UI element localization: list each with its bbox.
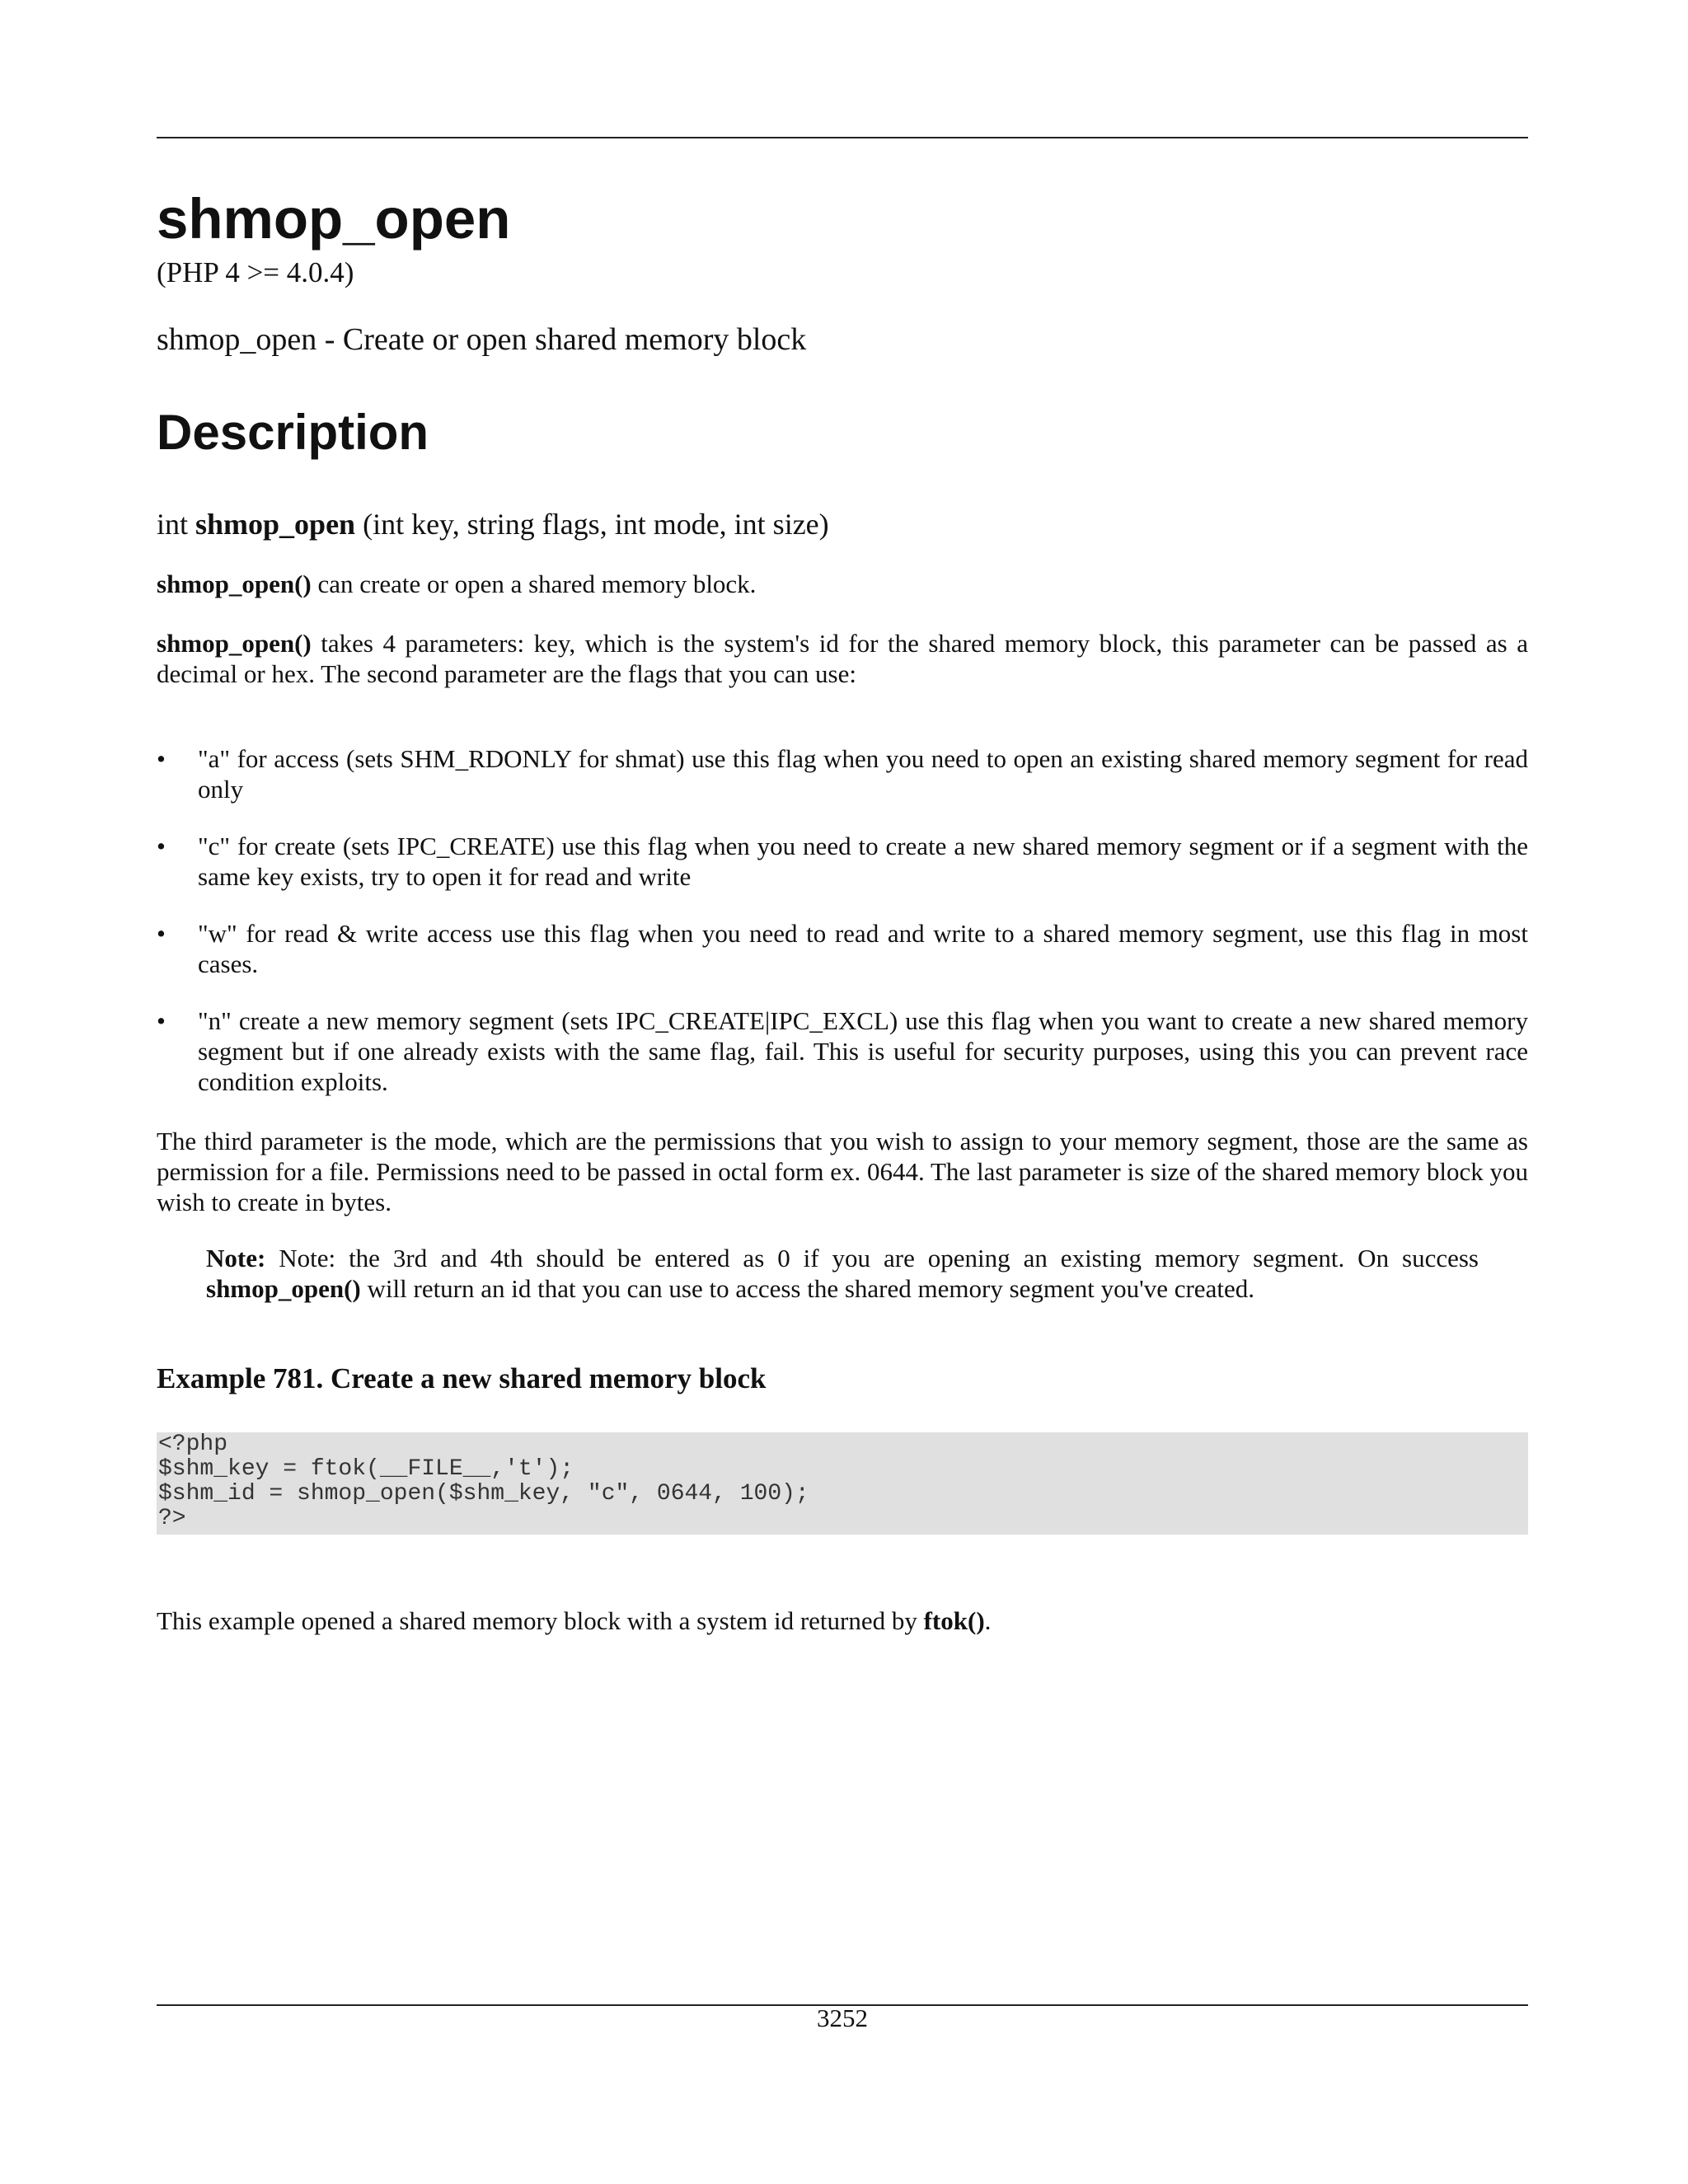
header-rule: [157, 137, 1528, 138]
paragraph-text: This example opened a shared memory block with a system id returned by: [157, 1606, 924, 1635]
version-info: (PHP 4 >= 4.0.4): [157, 256, 354, 288]
bullet: •: [157, 1006, 166, 1035]
footer-rule: [157, 2004, 1528, 2006]
synopsis-params: (int key, string flags, int mode, int size): [363, 508, 829, 541]
paragraph-text: can create or open a shared memory block.: [311, 569, 757, 598]
paragraph-text: takes 4 parameters: key, which is the system's id for the shared memory block, this parameter can be passed as a decimal or hex. The second parameter are the flags that you can use:: [157, 629, 1528, 688]
paragraph-end: .: [984, 1606, 992, 1635]
description-heading: Description: [157, 405, 429, 460]
code-block: [157, 1432, 1528, 1535]
function-purpose: shmop_open - Create or open shared memory block: [157, 322, 807, 357]
paragraph-parameters: [157, 628, 1528, 689]
list-item-text: "a" for access (sets SHM_RDONLY for shmat) use this flag when you need to open an existing shared memory segment for read only: [198, 744, 1528, 804]
function-ref: shmop_open(): [157, 569, 312, 598]
note-text: Note: the 3rd and 4th should be entered as 0 if you are opening an existing memory segment. On success: [265, 1244, 1479, 1272]
page-number: 3252: [817, 2004, 868, 2032]
note-block: [206, 1243, 1479, 1304]
page-title: shmop_open: [157, 187, 511, 251]
bullet: •: [157, 744, 166, 773]
paragraph-mode-size: The third parameter is the mode, which are the permissions that you wish to assign to your memory segment, those are the same as permission for a file. Permissions need to be passed in octal form ex. 0644. The last parameter is size of the shared memory block you wish to create in bytes.: [157, 1127, 1528, 1216]
function-ref: shmop_open(): [157, 629, 312, 658]
list-item: [157, 831, 1528, 892]
synopsis-return-type: int: [157, 508, 189, 541]
list-item: [157, 743, 1528, 804]
function-ref: shmop_open(): [206, 1274, 361, 1303]
list-item-text: "n" create a new memory segment (sets IPC_CREATE|IPC_EXCL) use this flag when you want to create a new shared memory segment but if one already exists with the same flag, fail. This is useful for security purposes, using this you can prevent race condition exploits.: [198, 1006, 1528, 1096]
bullet: •: [157, 832, 166, 860]
list-item-text: "w" for read & write access use this flag when you need to read and write to a shared memory segment, use this flag in most cases.: [198, 919, 1528, 978]
paragraph-intro: [157, 569, 1528, 599]
note-label: Note:: [206, 1244, 266, 1272]
code-listing: <?php $shm_key = ftok(__FILE__,'t'); $shm_id = shmop_open($shm_key, "c", 0644, 100); ?>: [158, 1432, 809, 1531]
example-title: Example 781. Create a new shared memory block: [157, 1362, 767, 1394]
list-item: [157, 918, 1528, 979]
bullet: •: [157, 919, 166, 948]
list-item: [157, 1005, 1528, 1097]
note-text-end: will return an id that you can use to access the shared memory segment you've created.: [360, 1274, 1254, 1303]
synopsis-function-name: shmop_open: [195, 508, 356, 541]
function-synopsis: [157, 507, 1528, 542]
function-ref: ftok(): [923, 1606, 985, 1635]
paragraph-example-note: [157, 1605, 1528, 1636]
list-item-text: "c" for create (sets IPC_CREATE) use this flag when you need to create a new shared memory segment or if a segment with the same key exists, try to open it for read and write: [198, 832, 1528, 891]
